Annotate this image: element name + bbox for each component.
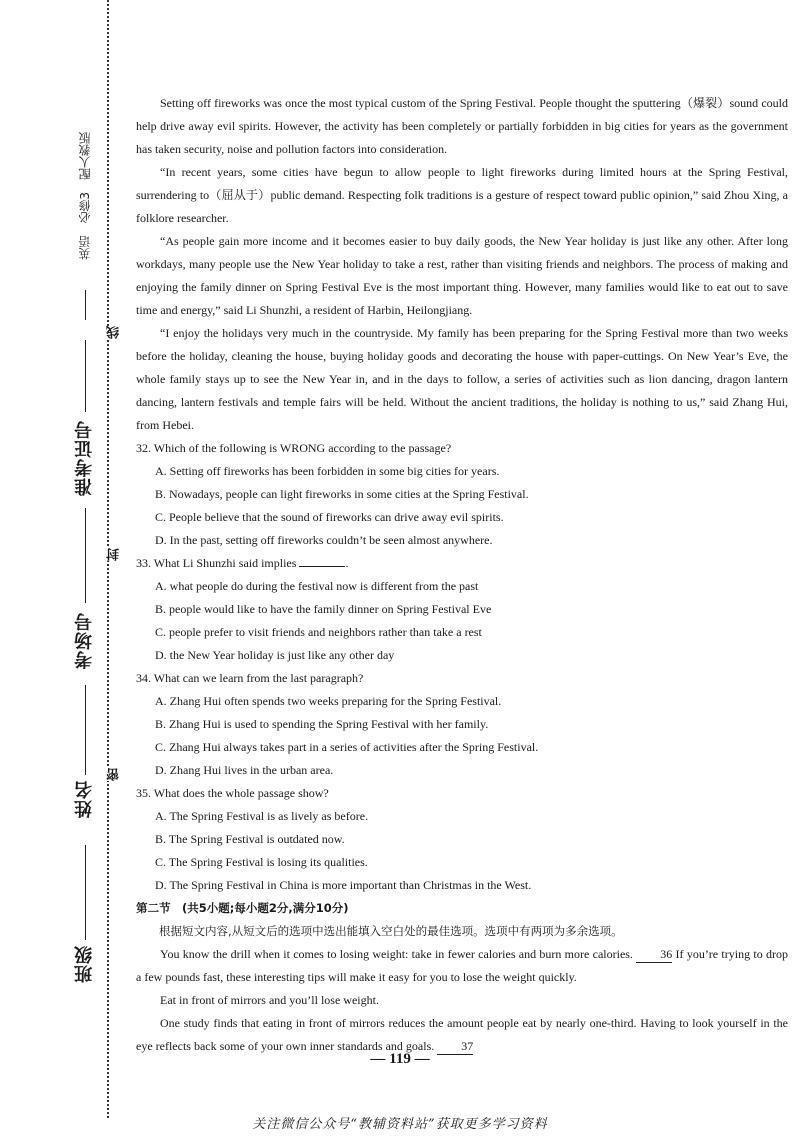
class-field[interactable]: [85, 845, 86, 940]
option: B. Nowadays, people can light fireworks in some cities at the Spring Festival.: [155, 487, 529, 501]
question-33: 33. What Li Shunzhi said implies .: [136, 556, 349, 570]
class-label: 班级: [74, 945, 95, 983]
question-35: 35. What does the whole passage show?: [136, 786, 329, 800]
option: C. The Spring Festival is losing its qualities.: [155, 855, 368, 869]
section-heading: 第二节 (共5小题;每小题2分,满分10分): [136, 901, 349, 915]
option: A. The Spring Festival is as lively as before.: [155, 809, 369, 823]
option: D. Zhang Hui lives in the urban area.: [155, 763, 334, 777]
option: D. The Spring Festival in China is more important than Christmas in the West.: [155, 878, 532, 892]
option: B. people would like to have the family dinner on Spring Festival Eve: [155, 602, 492, 616]
blank-36[interactable]: 36: [636, 946, 672, 963]
cloze-text: You know the drill when it comes to losing weight: take in fewer calories and burn more calories.: [160, 947, 633, 961]
cloze-text: One study finds that eating in front of mirrors reduces the amount people eat by nearly one-third. Having to look yourself in the eye reflects back some of your own inner standards and goals.: [136, 1016, 788, 1053]
cloze-paragraph-2: Eat in front of mirrors and you’ll lose weight.: [160, 993, 379, 1007]
option: B. Zhang Hui is used to spending the Spring Festival with her family.: [155, 717, 489, 731]
seal-mark-secret: 密: [107, 768, 122, 781]
answer-blank[interactable]: [299, 566, 345, 567]
question-34: 34. What can we learn from the last paragraph?: [136, 671, 364, 685]
page-number: — 119 —: [370, 1051, 430, 1067]
cloze-paragraph-1: [136, 943, 788, 989]
passage-paragraph: “In recent years, some cities have begun to allow people to light fireworks during limited hours at the Spring Festival, surrendering to（屈从于）public demand. Respecting folk traditions is a gesture of respect toward public opinion,” said Zhou Xing, a folklore researcher.: [136, 165, 788, 225]
question-33-stem: 33. What Li Shunzhi said implies: [136, 556, 297, 570]
option: D. the New Year holiday is just like any other day: [155, 648, 395, 662]
ticket-number-label: 准考证号: [74, 420, 95, 496]
passage-paragraph: “As people gain more income and it becomes easier to buy daily goods, the New Year holiday is just like any other. After long workdays, many people use the New Year holiday to take a rest, rather than visiting friends and neighbors. The process of making and enjoying the family dinner on Spring Festival Eve is the most important thing. However, many families would like to eat out to save time and energy,” said Li Shunzhi, a resident of Harbin, Heilongjiang.: [136, 234, 788, 317]
section-instruction: 根据短文内容,从短文后的选项中选出能填入空白处的最佳选项。选项中有两项为多余选项。: [159, 924, 623, 938]
passage-paragraph: “I enjoy the holidays very much in the countryside. My family has been preparing for the Spring Festival more than two weeks before the holiday, cleaning the house, buying holiday goods and decorating the house with paper-cuttings. On New Year’s Eve, the whole family stays up to see the New Year in, and in the days to follow, a series of activities such as lion dancing, dragon lantern dancing, lantern festivals and temple fairs will be held. Without the ancient traditions, the holiday is nothing to us,” said Zhang Hui, from Hebei.: [136, 326, 788, 432]
option: A. Setting off fireworks has been forbidden in some big cities for years.: [155, 464, 500, 478]
option: D. In the past, setting off fireworks couldn’t be seen almost anywhere.: [155, 533, 493, 547]
name-label: 姓名: [74, 780, 95, 818]
cloze-text: If you’re trying to drop a few pounds fast, these interesting tips will make it easy for you to lose the weight quickly.: [136, 947, 788, 984]
option: A. Zhang Hui often spends two weeks preparing for the Spring Festival.: [155, 694, 502, 708]
blank-37[interactable]: 37: [437, 1038, 473, 1055]
seal-mark-line: 线: [107, 326, 122, 339]
question-32: 32. Which of the following is WRONG according to the passage?: [136, 441, 452, 455]
option: A. what people do during the festival now is different from the past: [155, 579, 479, 593]
subject-label: 英语 必修3 配人教版: [78, 132, 92, 260]
passage-paragraph: Setting off fireworks was once the most typical custom of the Spring Festival. People thought the sputtering（爆裂）sound could help drive away evil spirits. However, the activity has been completely or partially forbidden in big cities for years as the government has taken security, noise and pollution factors into consideration.: [136, 96, 788, 156]
ticket-number-field[interactable]: [85, 340, 86, 412]
exam-room-label: 考场号: [74, 612, 95, 669]
seal-mark-seal: 封: [107, 548, 122, 561]
document-body: [136, 92, 788, 1058]
option: C. people prefer to visit friends and neighbors rather than take a rest: [155, 625, 482, 639]
option: C. Zhang Hui always takes part in a series of activities after the Spring Festival.: [155, 740, 539, 754]
option: C. People believe that the sound of fireworks can drive away evil spirits.: [155, 510, 504, 524]
name-field[interactable]: [85, 685, 86, 775]
footer-note: 关注微信公众号“教辅资料站”获取更多学习资料: [252, 1117, 548, 1132]
subject-rule: [85, 290, 86, 320]
option: B. The Spring Festival is outdated now.: [155, 832, 345, 846]
exam-room-field[interactable]: [85, 508, 86, 603]
